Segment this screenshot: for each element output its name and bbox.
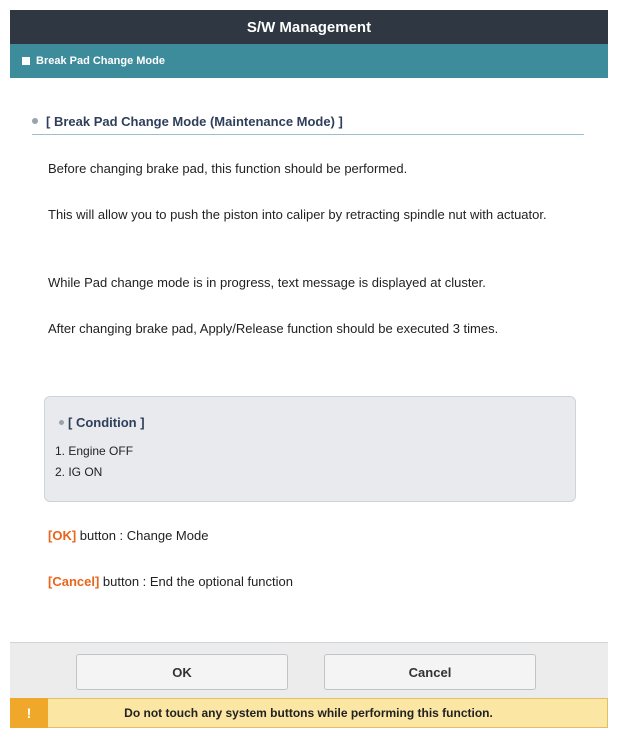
- ok-note-text: button : Change Mode: [76, 528, 209, 543]
- subheader: [10, 44, 608, 78]
- warning-text: Do not touch any system buttons while performing this function.: [124, 706, 493, 720]
- square-icon: [22, 57, 30, 65]
- condition-box: [44, 396, 576, 502]
- ok-key-label: [OK]: [48, 528, 77, 543]
- paragraph-3: While Pad change mode is in progress, text message is displayed at cluster.: [48, 275, 486, 290]
- bullet-icon: [32, 118, 38, 124]
- section-title: [ Break Pad Change Mode (Maintenance Mode) ]: [46, 113, 343, 129]
- dialog-footer: [10, 642, 608, 698]
- ok-button-note: [48, 528, 208, 543]
- section-heading: [32, 108, 584, 135]
- bullet-icon: [59, 420, 64, 425]
- cancel-button-note: [48, 574, 293, 589]
- condition-item: 2. IG ON: [55, 465, 103, 479]
- condition-item: 1. Engine OFF: [55, 444, 134, 458]
- paragraph-2: This will allow you to push the piston into caliper by retracting spindle nut with actuator.: [48, 207, 547, 222]
- window-title: S/W Management: [10, 10, 608, 44]
- cancel-note-text: button : End the optional function: [99, 574, 293, 589]
- condition-title: [ Condition ]: [68, 415, 145, 430]
- subheader-title: Break Pad Change Mode: [36, 55, 165, 67]
- warning-icon: !: [10, 698, 48, 728]
- cancel-key-label: [Cancel]: [48, 574, 100, 589]
- condition-heading: [59, 415, 145, 430]
- warning-banner: [10, 698, 608, 728]
- ok-button[interactable]: OK: [76, 654, 288, 690]
- cancel-button[interactable]: Cancel: [324, 654, 536, 690]
- paragraph-1: Before changing brake pad, this function should be performed.: [48, 161, 408, 176]
- paragraph-4: After changing brake pad, Apply/Release function should be executed 3 times.: [48, 321, 499, 336]
